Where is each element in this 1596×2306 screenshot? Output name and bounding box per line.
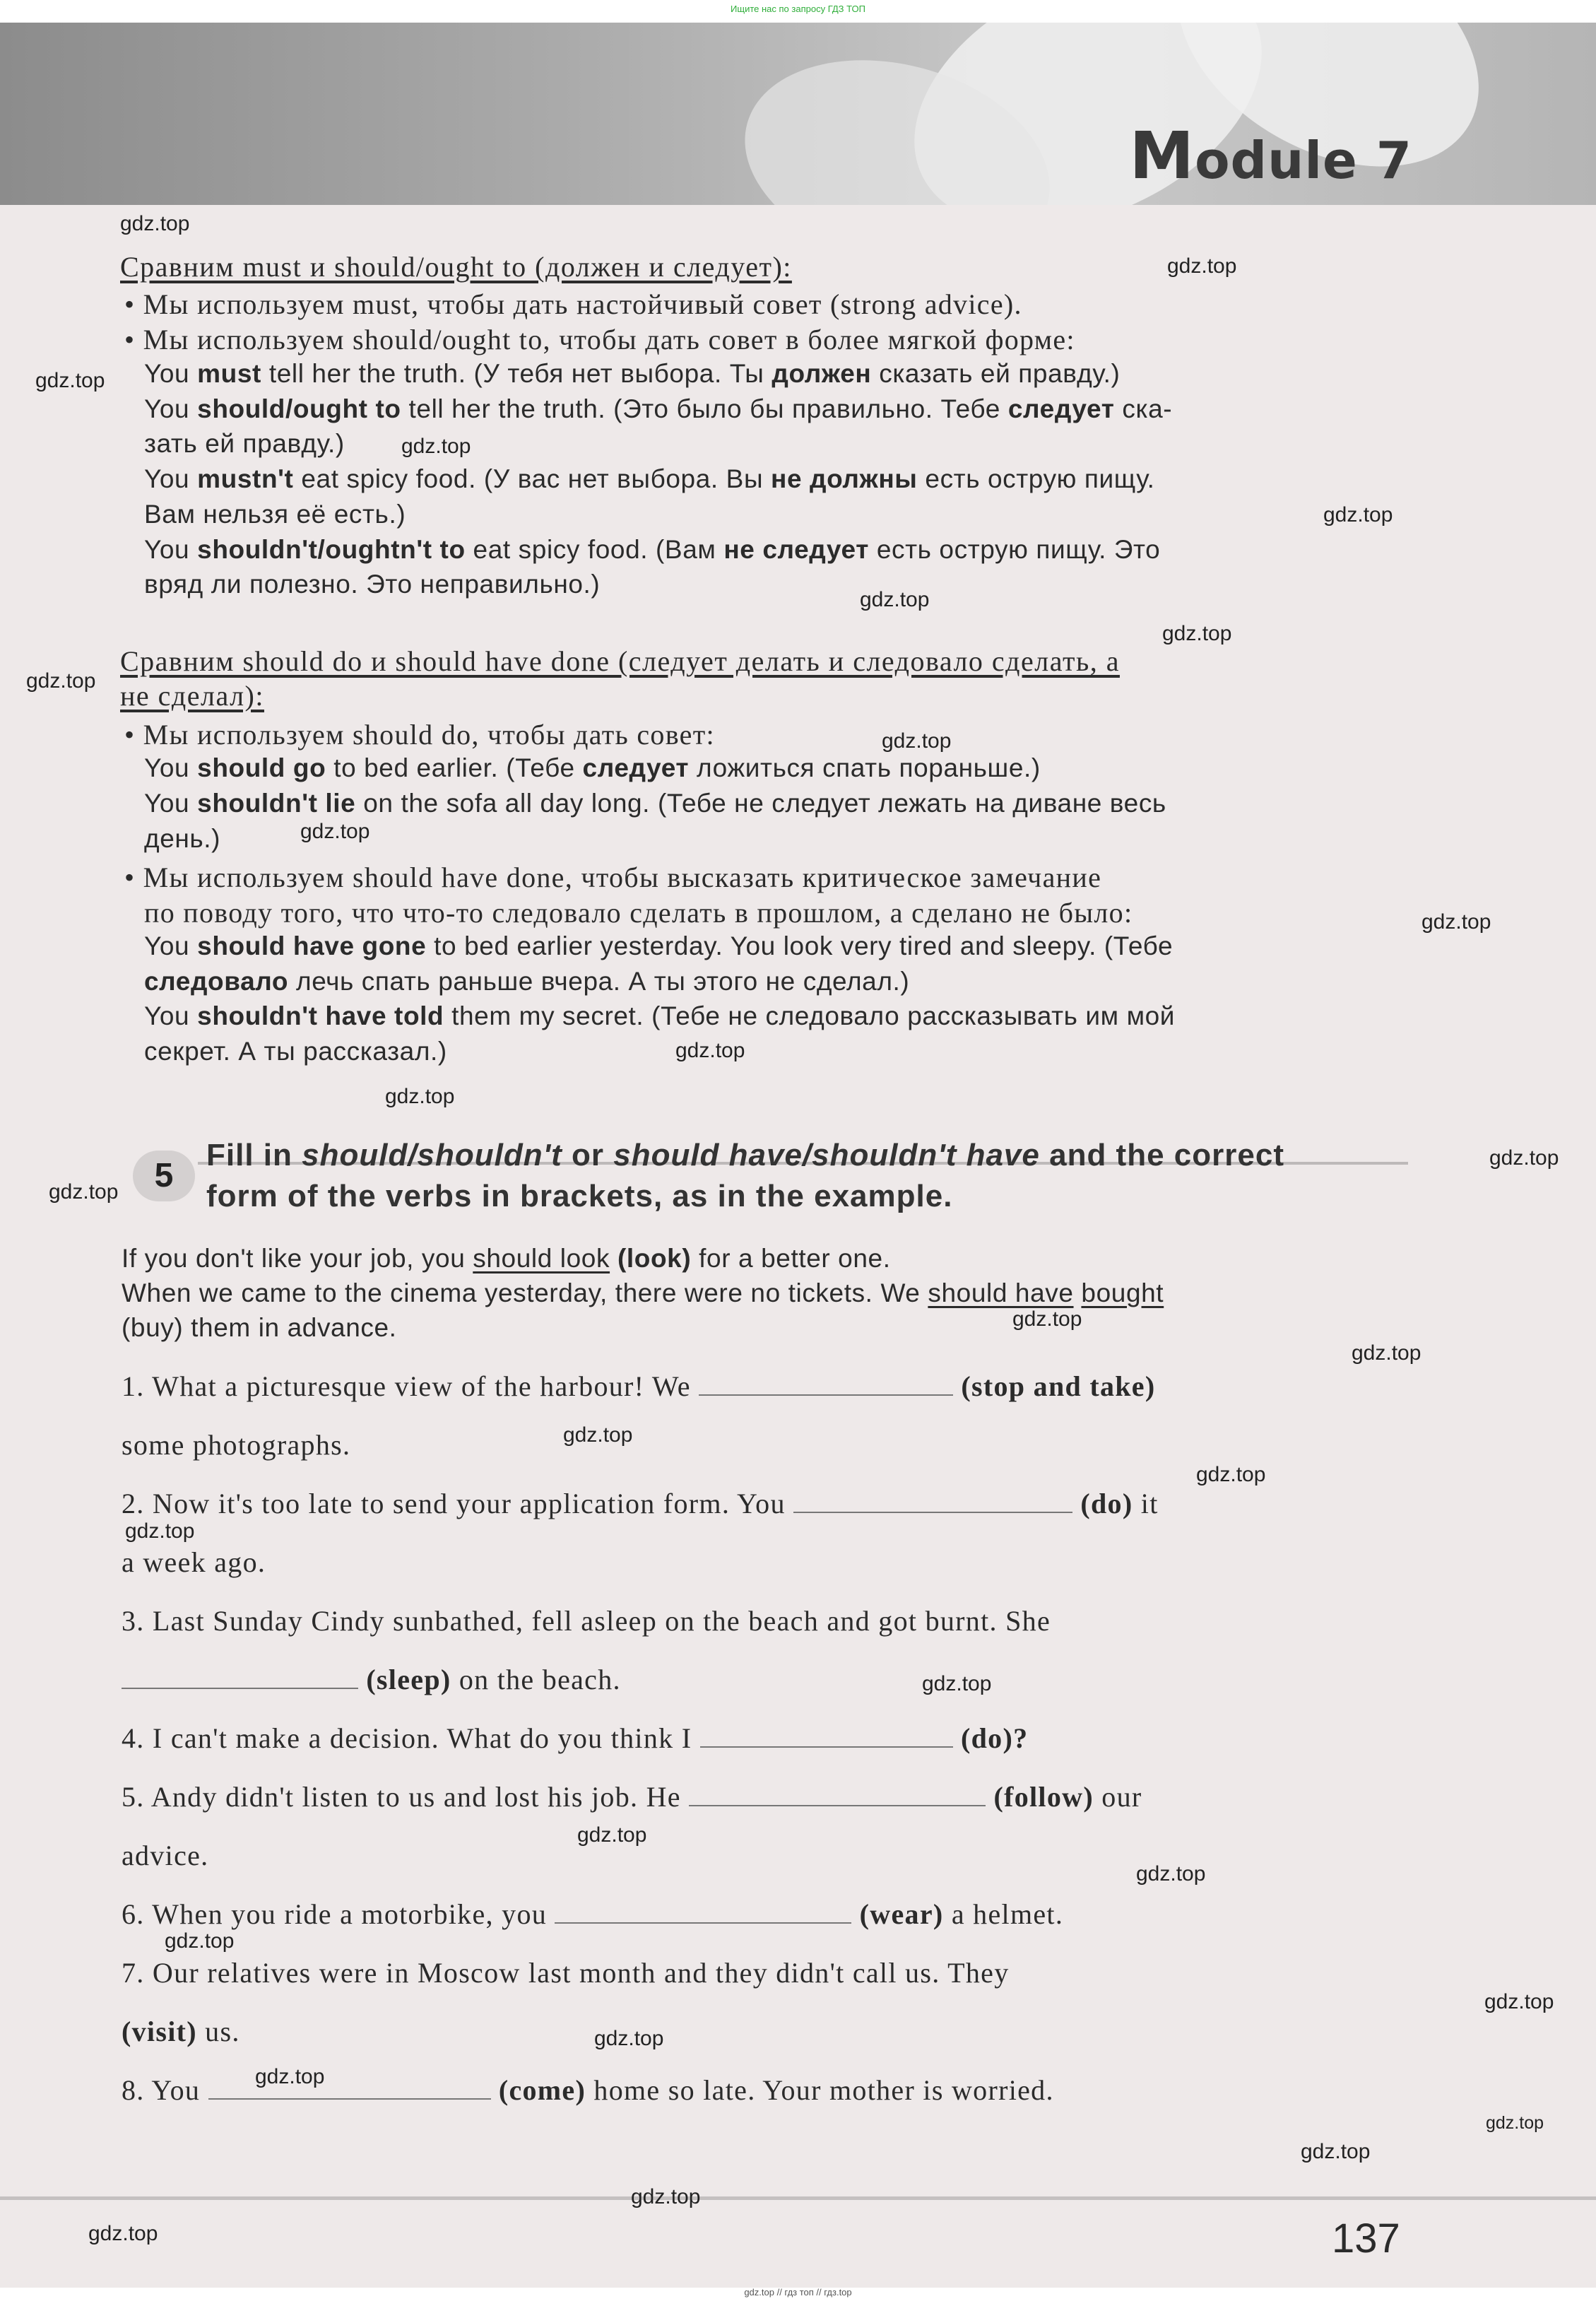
textbook-page — [0, 23, 1596, 2288]
watermark: gdz.top — [922, 1672, 992, 1695]
footer-rule — [0, 2196, 1596, 2200]
example-sentence: You must tell her the truth. (У тебя нет выбора. Ты должен сказать ей правду.) — [144, 359, 1121, 388]
answer-blank[interactable] — [699, 1394, 953, 1396]
exercise-instruction: form of the verbs in brackets, as in the example. — [206, 1179, 953, 1213]
example-sentence: зать ей правду.) — [144, 429, 345, 458]
watermark: gdz.top — [255, 2065, 325, 2088]
section-heading: Сравним should do и should have done (следует делать и следовало сделать, а — [120, 645, 1120, 677]
watermark: gdz.top — [1167, 254, 1237, 278]
exercise-item: 8. You (come) home so late. Your mother is worried. — [122, 2074, 1054, 2106]
rule-bullet: • Мы используем should have done, чтобы высказать критическое замечание — [124, 861, 1102, 893]
watermark: gdz.top — [401, 435, 471, 458]
example-sentence: You shouldn't lie on the sofa all day long. (Тебе не следует лежать на диване весь — [144, 789, 1166, 818]
watermark: gdz.top — [49, 1180, 119, 1204]
watermark: gdz.top — [675, 1039, 745, 1062]
watermark: gdz.top — [385, 1085, 455, 1108]
watermark: gdz.top — [88, 2222, 158, 2245]
answer-blank[interactable] — [793, 1511, 1072, 1513]
watermark: gdz.top — [860, 588, 930, 611]
answer-blank[interactable] — [122, 1687, 358, 1689]
watermark: gdz.top — [26, 669, 96, 693]
exercise-item: 3. Last Sunday Cindy sunbathed, fell asleep on the beach and got burnt. She — [122, 1605, 1051, 1637]
answer-blank[interactable] — [208, 2098, 491, 2100]
exercise-item: some photographs. — [122, 1429, 351, 1461]
exercise-item: 2. Now it's too late to send your application form. You (do) it — [122, 1488, 1159, 1519]
exercise-item: 4. I can't make a decision. What do you think I (do)? — [122, 1722, 1029, 1754]
watermark: gdz.top — [1484, 1990, 1554, 2013]
top-note: Ищите нас по запросу ГДЗ ТОП — [731, 4, 865, 14]
watermark: gdz.top — [631, 2185, 701, 2208]
watermark: gdz.top — [35, 369, 105, 392]
example-sentence: Вам нельзя её есть.) — [144, 500, 406, 529]
bottom-note: gdz.top // гдз топ // гдз.top — [744, 2287, 852, 2298]
watermark: gdz.top — [300, 820, 370, 843]
example-line: If you don't like your job, you should look (look) for a better one. — [122, 1244, 891, 1273]
example-sentence: You should have gone to bed earlier yesterday. You look very tired and sleepy. (Тебе — [144, 931, 1174, 960]
exercise-item: 7. Our relatives were in Moscow last month and they didn't call us. They — [122, 1957, 1010, 1989]
rule-bullet: • Мы используем should do, чтобы дать совет: — [124, 719, 715, 751]
watermark: gdz.top — [125, 1519, 195, 1543]
watermark: gdz.top — [1196, 1463, 1266, 1486]
watermark: gdz.top — [1421, 910, 1491, 934]
watermark: gdz.top — [563, 1423, 633, 1447]
watermark: gdz.top — [1323, 503, 1393, 527]
answer-blank[interactable] — [700, 1746, 953, 1748]
exercise-item: 1. What a picturesque view of the harbour! We (stop and take) — [122, 1370, 1156, 1402]
watermark: gdz.top — [165, 1929, 235, 1953]
section-heading: не сделал): — [120, 680, 264, 712]
watermark: gdz.top — [1486, 2113, 1544, 2133]
example-sentence: You shouldn't/oughtn't to eat spicy food. (Вам не следует есть острую пищу. Это — [144, 535, 1161, 564]
answer-blank[interactable] — [555, 1922, 851, 1924]
exercise-item: 5. Andy didn't listen to us and lost his job. He (follow) our — [122, 1781, 1142, 1813]
exercise-number: 5 — [133, 1151, 195, 1201]
watermark: gdz.top — [1162, 622, 1232, 645]
watermark: gdz.top — [594, 2027, 664, 2050]
example-sentence: You mustn't eat spicy food. (У вас нет выбора. Вы не должны есть острую пищу. — [144, 464, 1155, 493]
watermark: gdz.top — [1489, 1146, 1559, 1170]
exercise-item: (visit) us. — [122, 2016, 240, 2047]
section-heading: Сравним must и should/ought to (должен и следует): — [120, 251, 792, 283]
example-sentence: You should/ought to tell her the truth. (Это было бы правильно. Тебе следует ска- — [144, 394, 1173, 423]
example-sentence: You should go to bed earlier. (Тебе следует ложиться спать пораньше.) — [144, 753, 1041, 782]
rule-bullet: • Мы используем must, чтобы дать настойчивый совет (strong advice). — [124, 288, 1022, 320]
example-sentence: You shouldn't have told them my secret. (Тебе не следовало рассказывать им мой — [144, 1001, 1176, 1030]
exercise-item: (sleep) on the beach. — [122, 1663, 621, 1696]
rule-bullet: по поводу того, что что-то следовало сделать в прошлом, а сделано не было: — [144, 897, 1133, 929]
example-line: (buy) them in advance. — [122, 1313, 397, 1342]
exercise-item: 6. When you ride a motorbike, you (wear) a helmet. — [122, 1898, 1064, 1930]
answer-blank[interactable] — [689, 1804, 986, 1806]
watermark: gdz.top — [120, 212, 190, 235]
watermark: gdz.top — [577, 1823, 647, 1847]
example-sentence: день.) — [144, 824, 221, 853]
example-line: When we came to the cinema yesterday, there were no tickets. We should have bought — [122, 1278, 1164, 1307]
watermark: gdz.top — [882, 729, 952, 753]
example-sentence: следовало лечь спать раньше вчера. А ты этого не сделал.) — [144, 967, 910, 996]
watermark: gdz.top — [1136, 1862, 1206, 1886]
exercise-instruction: Fill in should/shouldn't or should have/shouldn't have and the correct — [206, 1138, 1284, 1172]
watermark: gdz.top — [1012, 1307, 1082, 1331]
exercise-item: advice. — [122, 1840, 209, 1871]
watermark: gdz.top — [1301, 2140, 1371, 2163]
exercise-item: a week ago. — [122, 1546, 266, 1578]
rule-bullet: • Мы используем should/ought to, чтобы дать совет в более мягкой форме: — [124, 324, 1075, 355]
example-sentence: секрет. А ты рассказал.) — [144, 1037, 447, 1066]
watermark: gdz.top — [1352, 1341, 1421, 1365]
module-title: Module 7 — [1129, 118, 1412, 194]
page-number: 137 — [1332, 2216, 1400, 2261]
example-sentence: вряд ли полезно. Это неправильно.) — [144, 570, 601, 599]
